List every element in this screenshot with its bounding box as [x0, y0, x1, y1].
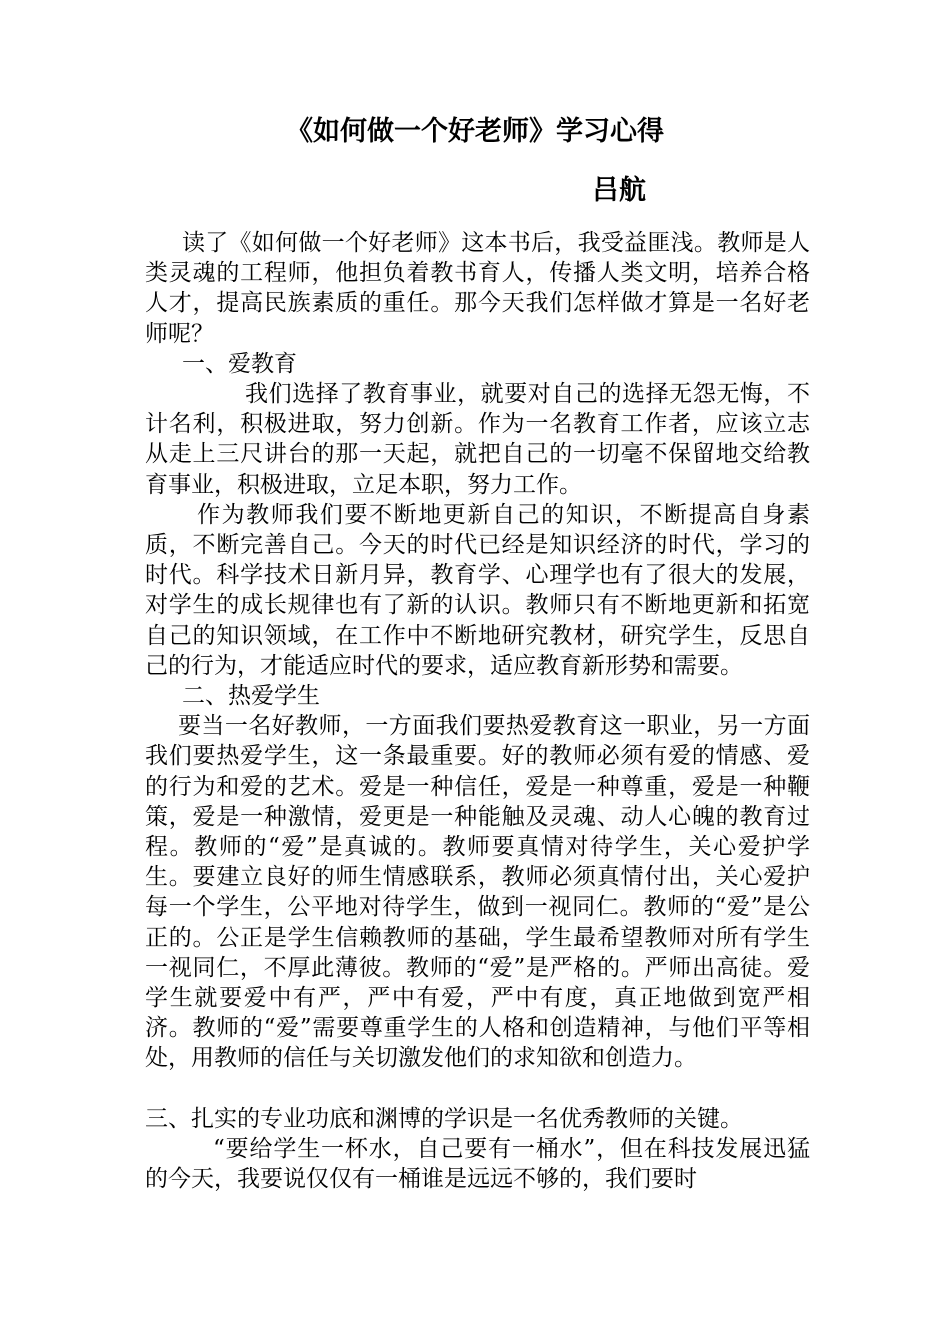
document-title: 《如何做一个好老师》学习心得 [286, 116, 664, 147]
paragraph-professional-knowledge: “要给学生一杯水，自己要有一桶水”，但在科技发展迅猛的今天，我要说仅仅有一桶谁是远远不够的，我们要时 [145, 1136, 810, 1193]
blank-line [145, 1074, 810, 1104]
paragraph-love-students: 要当一名好教师，一方面我们要热爱教育这一职业，另一方面我们要热爱学生，这一条最重要。好的教师必须有爱的情感、爱的行为和爱的艺术。爱是一种信任，爱是一种尊重，爱是一种鞭策，爱是一种激情，爱更是一种能触及灵魂、动人心魄的教育过程。教师的“爱”是真诚的。教师要真情对待学生，关心爱护学生。要建立良好的师生情感联系，教师必须真情付出，关心爱护每一个学生，公平地对待学生，做到一视同仁。教师的“爱”是公正的。公正是学生信赖教师的基础，学生最希望教师对所有学生一视同仁，不厚此薄彼。教师的“爱”是严格的。严师出高徒。爱学生就要爱中有严，严中有爱，严中有度，真正地做到宽严相济。教师的“爱”需要尊重学生的人格和创造精神，与他们平等相处，用教师的信任与关切激发他们的求知欲和创造力。 [145, 713, 810, 1072]
paragraph-update-knowledge: 作为教师我们要不断地更新自己的知识，不断提高自身素质，不断完善自己。今天的时代已经是知识经济的时代，学习的时代。科学技术日新月异，教育学、心理学也有了很大的发展，对学生的成长规律也有了新的认识。教师只有不断地更新和拓宽自己的知识领域，在工作中不断地研究教材，研究学生，反思自己的行为，才能适应时代的要求，适应教育新形势和需要。 [145, 501, 810, 679]
paragraph-intro: 读了《如何做一个好老师》这本书后，我受益匪浅。教师是人类灵魂的工程师，他担负着教书育人，传播人类文明，培养合格人才，提高民族素质的重任。那今天我们怎样做才算是一名好老师呢？ [145, 230, 810, 347]
paragraph-love-education: 我们选择了教育事业，就要对自己的选择无怨无悔，不计名利，积极进取，努力创新。作为一名教育工作者，应该立志从走上三尺讲台的那一天起，就把自己的一切毫不保留地交给教育事业，积极进取，立足本职，努力工作。 [145, 381, 810, 498]
section-heading-3: 三、扎实的专业功底和渊博的学识是一名优秀教师的关键。 [145, 1105, 743, 1132]
document-body [145, 228, 810, 1194]
section-heading-2: 二、热爱学生 [182, 683, 320, 710]
section-heading-1: 一、爱教育 [182, 350, 297, 377]
document-author: 吕航 [592, 175, 646, 206]
